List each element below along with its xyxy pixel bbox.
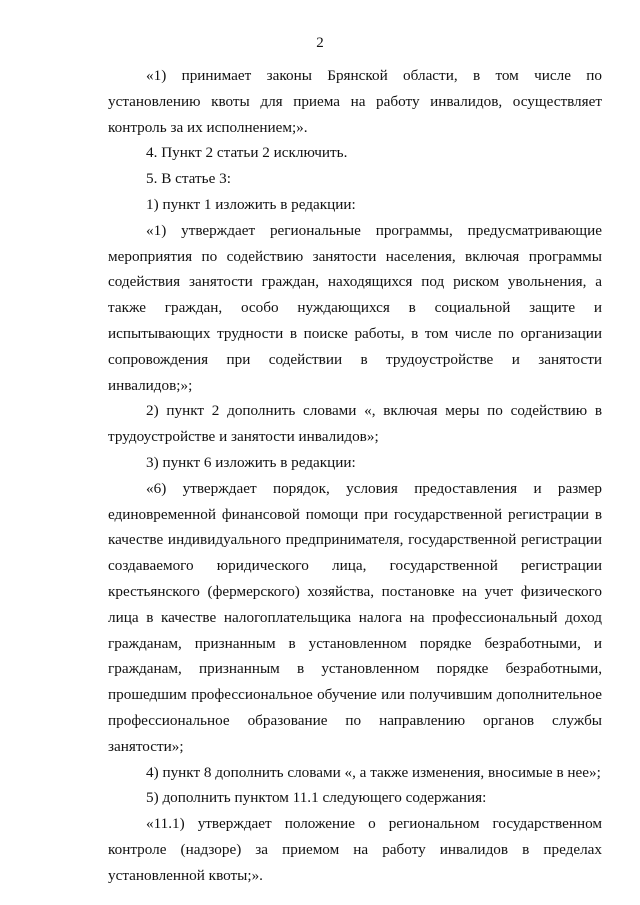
- paragraph-item-5: 5. В статье 3:: [146, 170, 231, 188]
- paragraph-quota-control: «11.1) утверждает положение о региональном государственном контроле (надзоре) за приемом на работу инвалидов в пределах установленной квоты;».: [108, 815, 602, 884]
- document-body: [108, 63, 602, 889]
- paragraph-subitem-3: 3) пункт 6 изложить в редакции:: [146, 453, 356, 471]
- paragraph-subitem-5: 5) дополнить пунктом 11.1 следующего содержания:: [146, 789, 487, 807]
- paragraph-item-4: 4. Пункт 2 статьи 2 исключить.: [146, 144, 348, 162]
- paragraph-regional-programs: «1) утверждает региональные программы, предусматривающие мероприятия по содействию занятости населения, включая программы содействия занятости граждан, находящихся под риском увольнения, а также граждан, особо нуждающихся в социальной защите и испытывающих трудности в поиске работы, в том числе по организации сопровождения при содействии в трудоустройстве и занятости инвалидов;»;: [108, 221, 602, 394]
- page-number: 2: [316, 35, 324, 51]
- paragraph-law-adoption: «1) принимает законы Брянской области, в том числе по установлению квоты для приема на работу инвалидов, осуществляет контроль за их исполнением;».: [108, 67, 602, 136]
- paragraph-subitem-1: 1) пункт 1 изложить в редакции:: [146, 195, 356, 213]
- paragraph-subitem-4: 4) пункт 8 дополнить словами «, а также изменения, вносимые в нее»;: [146, 763, 601, 781]
- paragraph-financial-assistance: «6) утверждает порядок, условия предоставления и размер единовременной финансовой помощи при государственной регистрации в качестве индивидуального предпринимателя, государственной регистрации создаваемого юридического лица, государственной регистрации крестьянского (фермерского) хозяйства, постановке на учет физического лица в качестве налогоплательщика налога на профессиональный доход гражданам, признанным в установленном порядке безработными, и гражданам, признанным в установленном порядке безработными, прошедшим профессиональное обучение или получившим дополнительное профессиональное образование по направлению органов службы занятости»;: [108, 479, 602, 755]
- paragraph-subitem-2: 2) пункт 2 дополнить словами «, включая меры по содействию в трудоустройстве и занятости инвалидов»;: [108, 402, 602, 446]
